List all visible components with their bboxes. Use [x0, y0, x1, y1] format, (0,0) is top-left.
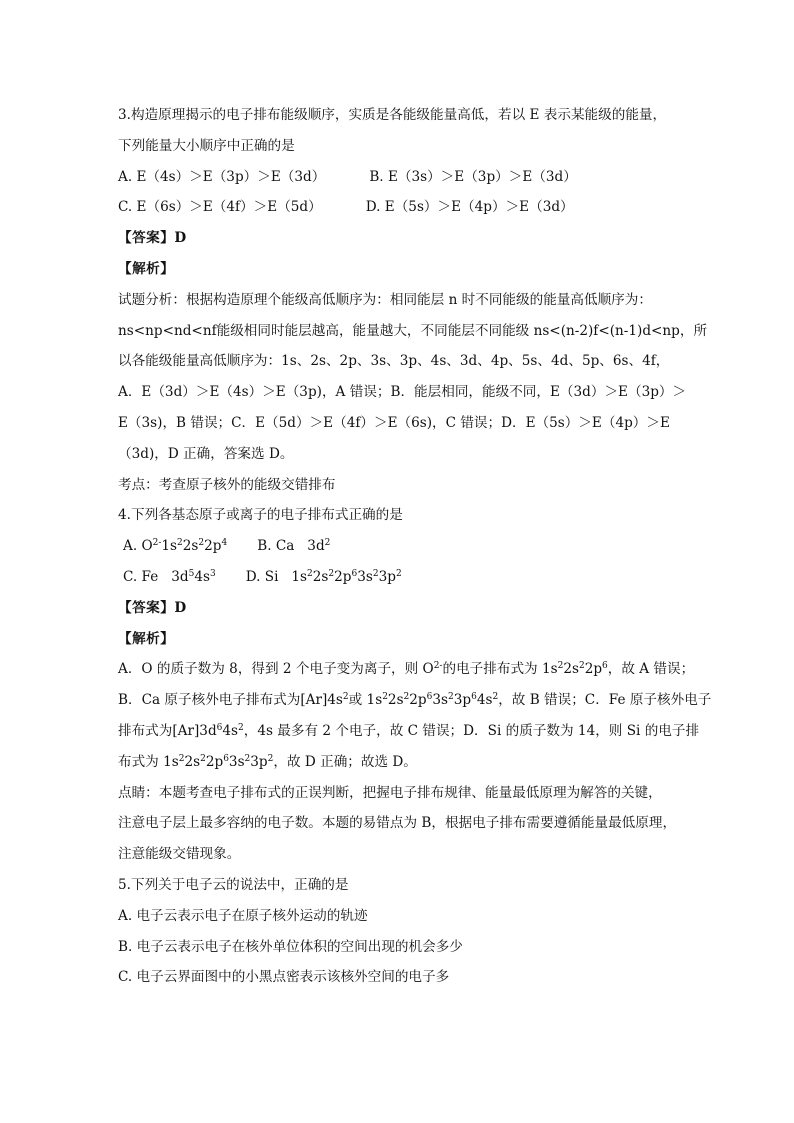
q3-analysis-line-4: A．E（3d）＞E（4s）＞E（3p)，A 错误；B．能层相同，能级不同，E（3d）＞E（3p）＞: [118, 384, 687, 401]
q4-options-ab: [118, 531, 684, 562]
q3-stem-line-2: 下列能量大小顺序中正确的是: [118, 137, 295, 154]
q5-option-a: A. 电子云表示电子在原子核外运动的轨迹: [118, 907, 368, 924]
q3-option-d: D. E（5s）＞E（4p）＞E（3d）: [365, 199, 574, 216]
q4-tip-line-2: 注意电子层上最多容纳的电子数。本题的易错点为 B，根据电子排布需要遵循能量最低原理，: [118, 815, 677, 832]
q4-analysis-line-2: B．Ca 原子核外电子排布式为$[Ar]4s^2$或 $1s^22s^22p^63s^23p^64s^2$，故 B 错误；C．Fe 原子核外电子: [118, 692, 712, 709]
q3-option-c: C. E（6s）＞E（4f）＞E（5d）: [118, 199, 322, 216]
q3-answer: 【答案】D: [118, 230, 187, 247]
q4-analysis-line-1: A．O 的质子数为 8，得到 2 个电子变为离子，则 $O^{2-}$的电子排布式为 $1s^22s^22p^6$，故 A 错误；: [118, 661, 695, 678]
q4-analysis-heading: 【解析】: [118, 630, 175, 647]
q3-options-cd: [118, 192, 684, 223]
q3-option-b: B. E（3s）＞E（3p）＞E（3d）: [369, 168, 577, 185]
q3-stem-line-1: 3.构造原理揭示的电子排布能级顺序，实质是各能级能量高低，若以 E 表示某能级的能量，: [118, 107, 667, 123]
q4-tip-line-1: 点睛：本题考查电子排布式的正误判断，把握电子排布规律、能量最低原理为解答的关键，: [118, 784, 662, 801]
q3-analysis-line-3: 以各能级能量高低顺序为：1s、2s、2p、3s、3p、4s、3d、4p、5s、4d、5p、6s、4f，: [118, 353, 670, 370]
q4-option-d: D. Si $1s^22s^22p^63s^23p^2$: [245, 568, 402, 585]
q4-analysis-line-4: 布式为 $1s^22s^22p^63s^23p^2$，故 D 正确；故选 D。: [118, 753, 417, 770]
q3-analysis-line-2: ns<np<nd<nf能级相同时能层越高，能量越大，不同能层不同能级 ns<(n-2)f<(n-1)d<np，所: [118, 322, 708, 339]
q3-option-a: A. E（4s）＞E（3p）＞E（3d）: [118, 168, 326, 185]
q3-key-point: 考点：考查原子核外的能级交错排布: [118, 476, 336, 493]
q4-answer: 【答案】D: [118, 599, 187, 616]
q4-tip-line-3: 注意能级交错现象。: [118, 846, 241, 863]
q4-option-a: A. $O^{2-}1s^22s^22p^4$: [123, 538, 228, 555]
q5-option-c: C. 电子云界面图中的小黑点密表示该核外空间的电子多: [118, 969, 450, 986]
q4-stem: 4.下列各基态原子或离子的电子排布式正确的是: [118, 507, 403, 524]
q3-analysis-heading: 【解析】: [118, 260, 175, 277]
q3-analysis-line-1: 试题分析：根据构造原理个能级高低顺序为：相同能层 n 时不同能级的能量高低顺序为：: [118, 291, 652, 308]
q3-analysis-line-5: E（3s)，B 错误；C．E（5d）＞E（4f）＞E（6s)，C 错误；D．E（5s）＞E（4p）＞E: [118, 414, 670, 431]
q4-option-b: B. Ca $3d^2$: [257, 538, 331, 555]
q4-options-cd: [118, 562, 684, 593]
q5-option-b: B. 电子云表示电子在核外单位体积的空间出现的机会多少: [118, 938, 463, 955]
q4-option-c: C. Fe $3d^54s^3$: [123, 568, 216, 585]
q3-options-ab: [118, 162, 684, 193]
q3-analysis-line-6: （3d)，D 正确，答案选 D。: [118, 445, 294, 462]
q5-stem: 5.下列关于电子云的说法中，正确的是: [118, 876, 349, 893]
q4-analysis-line-3: 排布式为$[Ar]3d^64s^2$，4s 最多有 2 个电子，故 C 错误；D．Si 的质子数为 14，则 Si 的电子排: [118, 722, 700, 739]
